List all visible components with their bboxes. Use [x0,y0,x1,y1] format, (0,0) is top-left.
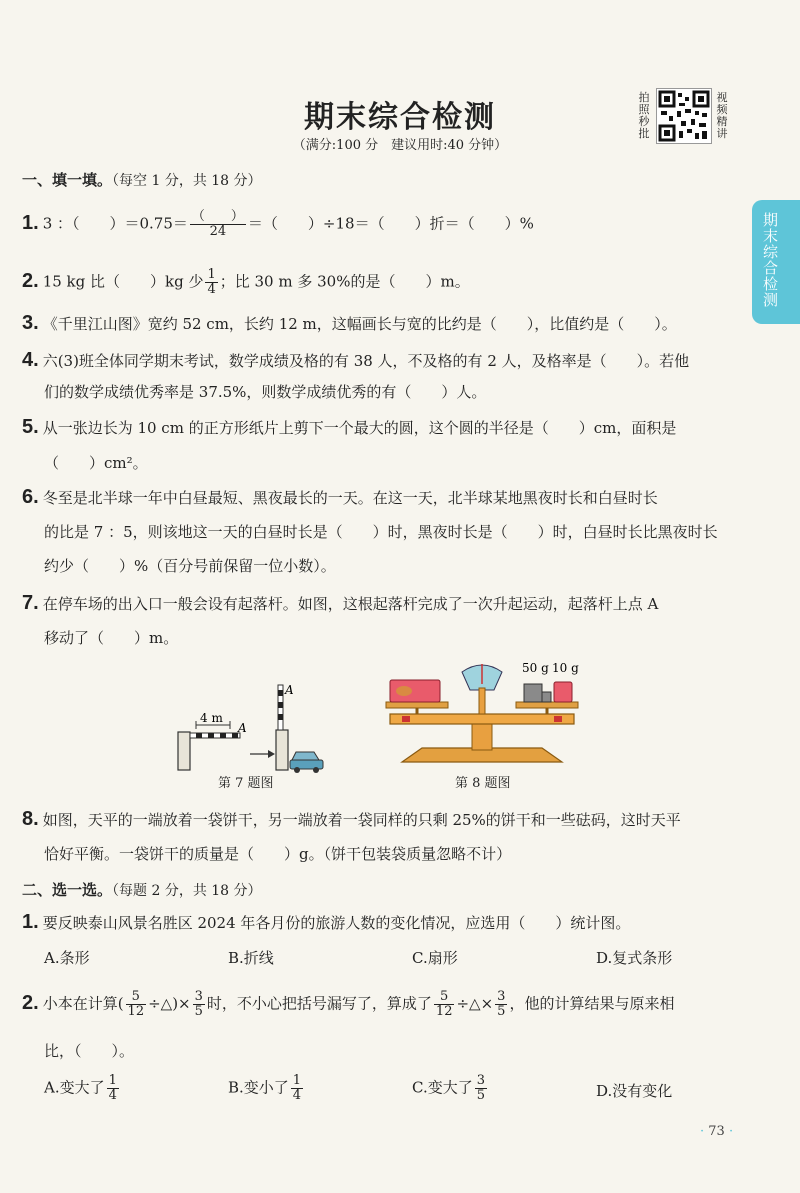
right-pan [516,702,578,708]
barrier-post-right [276,730,288,770]
side-tab [752,200,800,324]
fraction: $\frac{1}{4}$ [207,267,216,297]
weight-50g-icon [524,684,542,702]
fraction: $\frac{5}{12}$ [127,989,145,1019]
barrier-post-left [178,732,190,770]
qr-right-text: 视频精讲 [716,91,728,140]
option-2c[interactable]: C.变大了 $\frac{3}{5}$ [412,1073,485,1103]
qr-code-icon[interactable] [656,88,712,144]
fraction: $\frac{1}{4}$ [292,1073,302,1103]
option-2b[interactable]: B.变小了 $\frac{1}{4}$ [228,1073,302,1103]
weight-10g-icon [542,692,551,702]
question-1-6-cont1: 的比是 7 ：5，则该地这一天的白昼时长是（ ）时，黑夜时长是（ ）时，白昼时长比黑夜时长 [44,523,718,541]
fraction: $\frac{3}{5}$ [476,1073,485,1103]
page-subtitle: （满分:100 分 建议用时:40 分钟） [292,138,508,153]
fraction: $\frac{5}{12}$ [435,989,453,1019]
fraction: $\frac{3}{5}$ [497,989,506,1019]
question-1-5: 5. 从一张边长为 10 cm 的正方形纸片上剪下一个最大的圆，这个圆的半径是（ ）cm，面积是 [22,416,677,438]
qr-left-text: 拍照秒批 [638,91,650,140]
weight-10g-label: 10 g [552,661,579,675]
option-2d[interactable]: D.没有变化 [596,1082,673,1100]
fraction: $\frac{( )}{24}$ [191,209,244,239]
side-tab-label: 期末综合检测 [761,212,779,308]
question-1-6: 6. 冬至是北半球一年中白昼最短、黑夜最长的一天。在这一天，北半球某地黑夜时长和白昼时长 [22,486,658,508]
question-1-3: 3. 《千里江山图》宽约 52 cm，长约 12 m，这幅画长与宽的比约是（ ），比值约是（ ）。 [22,312,677,334]
question-1-5-cont: （ ）cm²。 [44,454,148,472]
question-1-2: 2. 15 kg 比（ ）kg 少 $\frac{1}{4}$ ；比 30 m 多 30%的是（ ）m。 [22,267,470,297]
choice-question-2-cont: 比，（ ）。 [44,1042,135,1060]
question-1-7: 7. 在停车场的出入口一般会设有起落杆。如图，这根起落杆完成了一次升起运动，起落杆上点 A [22,592,659,614]
figure-8-caption: 第 8 题图 [455,776,511,791]
option-2a[interactable]: A.变大了 $\frac{1}{4}$ [44,1073,117,1103]
figure-7-point-a: A [238,721,247,735]
question-1-4-cont: 们的数学成绩优秀率是 37.5%，则数学成绩优秀的有（ ）人。 [44,383,487,401]
page-number: · 73 · [700,1124,734,1139]
section-heading-1: 一、填一填。（每空 1 分，共 18 分） [22,171,262,189]
question-1-8: 8. 如图，天平的一端放着一袋饼干，另一端放着一袋同样的只剩 25%的饼干和一些砝码，这时天平 [22,808,681,830]
car-icon [290,752,323,773]
option-1b[interactable]: B.折线 [228,949,274,967]
weight-50g-label: 50 g [522,661,549,675]
option-1c[interactable]: C.扇形 [412,949,458,967]
figure-7-barrier [172,680,332,780]
page-title: 期末综合检测 [304,100,496,135]
left-pan [386,702,448,708]
figure-7-point-a-raised: A [285,683,294,697]
choice-question-1: 1. 要反映泰山风景名胜区 2024 年各月份的旅游人数的变化情况，应选用（ ）统计图。 [22,911,631,933]
option-1d[interactable]: D.复式条形 [596,949,673,967]
choice-question-2: 2. 小本在计算( $\frac{5}{12}$ ÷△)× $\frac{3}{5}$ 时，不小心把括号漏写了，算成了 $\frac{5}{12}$ ÷△× $\frac{3}{5}$ ，他的计算结果与原来相 [22,989,675,1019]
fraction: $\frac{3}{5}$ [194,989,203,1019]
figure-7-length-label: 4 m [200,711,223,725]
option-1a[interactable]: A.条形 [44,949,90,967]
question-1-1: 1. 3 ：（ ）＝0.75＝ $\frac{( )}{24}$ ＝（ ）÷18＝（ ）折＝（ ）% [22,209,534,239]
question-1-7-cont: 移动了（ ）m。 [44,629,179,647]
figure-8-balance [382,650,582,772]
arrow-right-icon [268,750,275,758]
fraction: $\frac{1}{4}$ [108,1073,117,1103]
cookie-bag-partial [554,682,572,702]
balance-beam [390,714,574,724]
figure-7-caption: 第 7 题图 [218,776,274,791]
section-heading-2: 二、选一选。（每题 2 分，共 18 分） [22,881,262,899]
question-1-8-cont: 恰好平衡。一袋饼干的质量是（ ）g。（饼干包装袋质量忽略不计） [44,845,512,863]
question-1-4: 4. 六(3)班全体同学期末考试，数学成绩及格的有 38 人，不及格的有 2 人，及格率是（ ）。若他 [22,349,690,371]
question-1-6-cont2: 约少（ ）%（百分号前保留一位小数）。 [44,557,336,575]
